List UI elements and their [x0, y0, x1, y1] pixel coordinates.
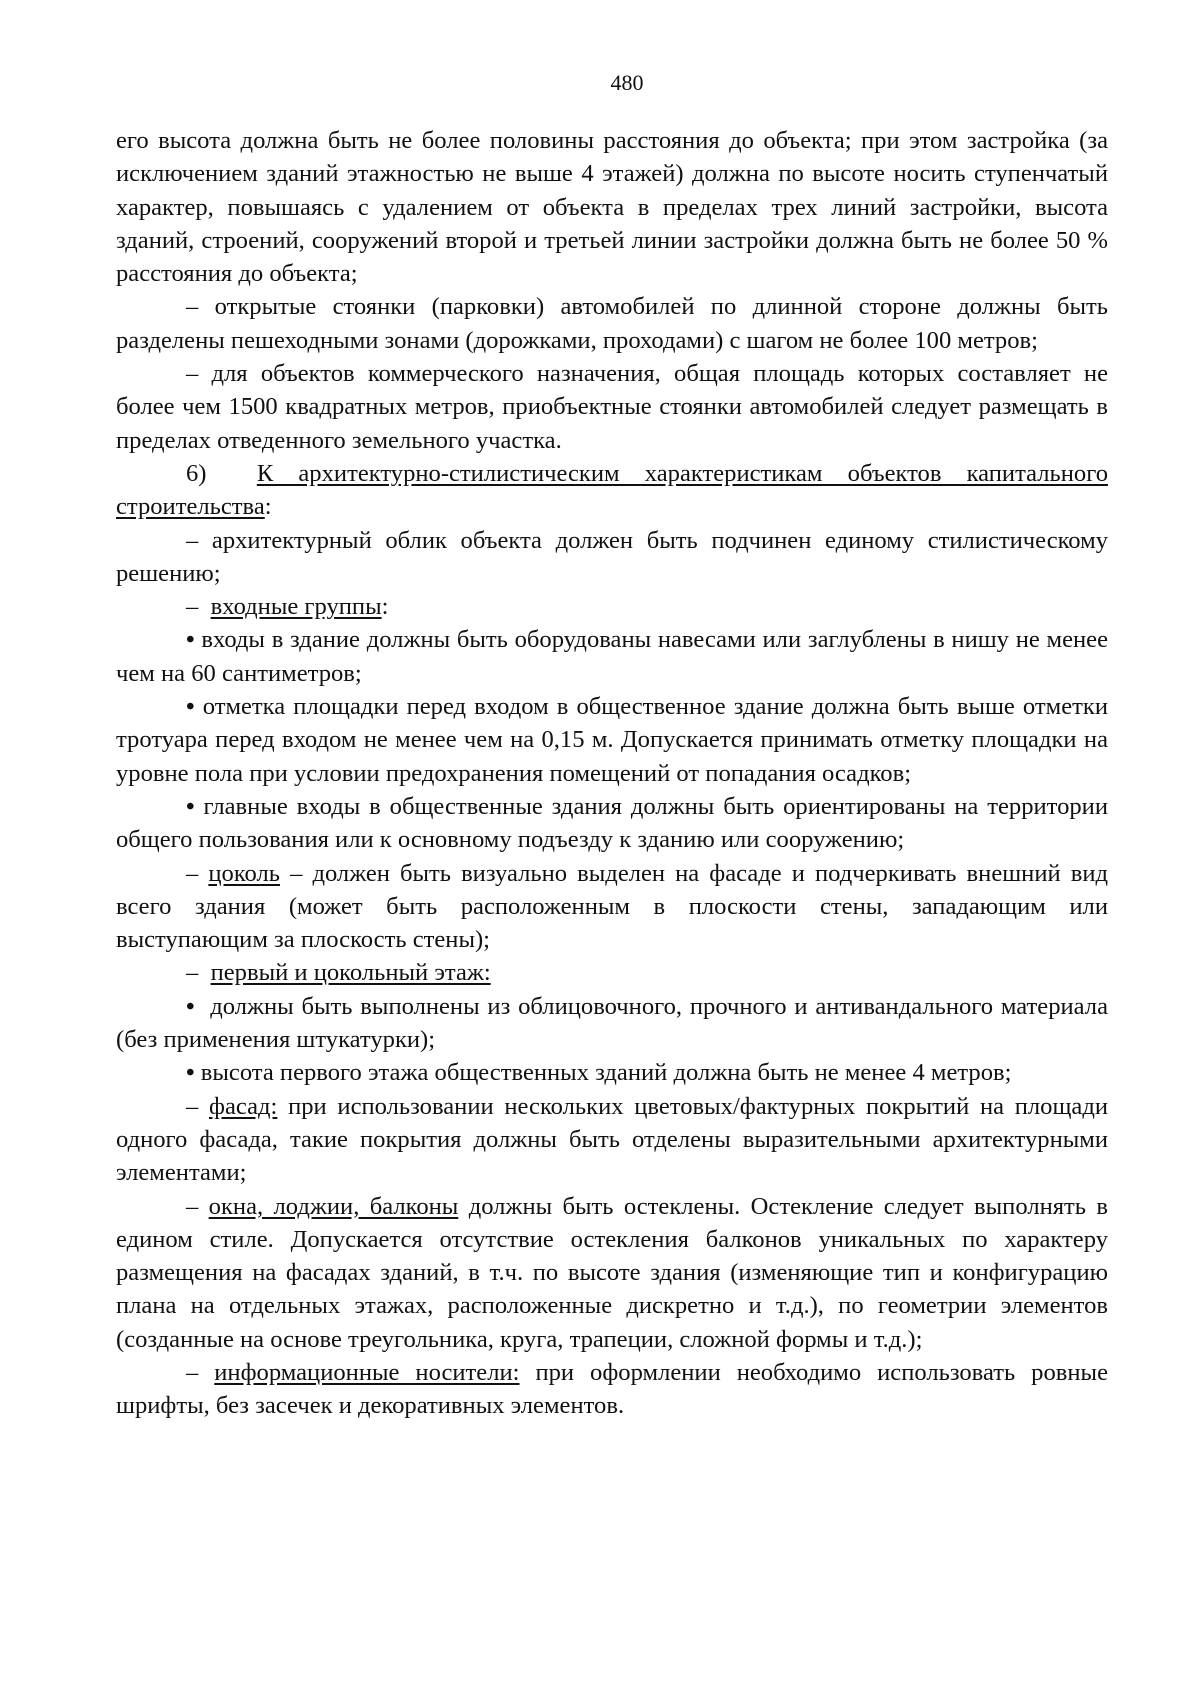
page-number: 480 — [610, 70, 644, 95]
bullet-icon: • — [186, 626, 195, 654]
paragraph-architectural-appearance: – архитектурный облик объекта должен быть подчинен единому стилистическому решению; — [116, 526, 1108, 587]
paragraph-facade: – фасад: при использовании нескольких цветовых/фактурных покрытий на площади одного фасада, такие покрытия должны быть отделены выразительными архитектурными элементами; — [116, 1092, 1109, 1187]
bullet-item-canopies: • входы в здание должны быть оборудованы навесами или заглублены в нишу не менее чем на 60 сантиметров; — [116, 626, 1108, 687]
bullet-item-main-entrances: • главные входы в общественные здания должны быть ориентированы на территории общего пользования или к основному подъезду к зданию или сооружению; — [116, 792, 1108, 854]
document-body — [116, 124, 1108, 1423]
paragraph-first-floor: – первый и цокольный этаж: — [186, 959, 491, 987]
term-first-floor: первый и цокольный этаж: — [210, 959, 491, 987]
paragraph-height-limit: его высота должна быть не более половины расстояния до объекта; при этом застройка (за исключением зданий этажностью не выше 4 этажей) должна по высоте носить ступенчатый характер, повышаясь с удалением от объекта в пределах трех линий застройки, высота зданий, строений, сооружений второй и третьей линии застройки должна быть не более 50 % расстояния до объекта; — [116, 127, 1108, 288]
bullet-item-entrance-level: • отметка площадки перед входом в общественное здание должна быть выше отметки тротуара перед входом не менее чем на 0,15 м. Допускается принимать отметку площадки на уровне пола при условии предохранения помещений от попадания осадков; — [116, 693, 1108, 787]
bullet-item-facing-material: • должны быть выполнены из облицовочного, прочного и антивандального материала (без применения штукатурки); — [116, 992, 1108, 1054]
term-information-carriers: информационные носители: — [214, 1358, 520, 1386]
bullet-icon: • — [186, 792, 195, 820]
bullet-item-floor-height: • высота первого этажа общественных зданий должна быть не менее 4 метров; — [186, 1059, 1012, 1087]
term-windows: окна, лоджии, балконы — [208, 1192, 459, 1220]
bullet-icon: • — [186, 693, 195, 721]
paragraph-plinth: – цоколь – должен быть визуально выделен на фасаде и подчеркивать внешний вид всего здания (может быть расположенным в плоскости стены, западающим или выступающим за плоскость стены); — [116, 859, 1109, 954]
bullet-icon: • — [186, 1059, 195, 1087]
paragraph-parking-zones: – открытые стоянки (парковки) автомобилей по длинной стороне должны быть разделены пешеходными зонами (дорожками, проходами) с шагом не более 100 метров; — [116, 293, 1108, 354]
bullet-icon: • — [186, 992, 195, 1020]
term-entrance-groups: входные группы — [210, 593, 382, 621]
paragraph-section-6-heading: 6) К архитектурно-стилистическим характеристикам объектов капитального строительства: — [116, 459, 1108, 521]
section-heading-underlined: К архитектурно-стилистическим характеристикам объектов капитального строительства — [116, 459, 1108, 521]
paragraph-commercial-parking: – для объектов коммерческого назначения, общая площадь которых составляет не более чем 1500 квадратных метров, приобъектные стоянки автомобилей следует размещать в пределах отведенного земельного участка. — [116, 360, 1108, 454]
paragraph-entrance-groups: – входные группы: — [186, 593, 389, 621]
term-plinth: цоколь — [208, 859, 280, 887]
paragraph-windows: – окна, лоджии, балконы должны быть остеклены. Остекление следует выполнять в едином стиле. Допускается отсутствие остекления балконов уникальных по характеру размещения на фасадах зданий, в т.ч. по высоте здания (изменяющие тип и конфигурацию плана на отдельных этажах, расположенные дискретно и т.д.), по геометрии элементов (созданные на основе треугольника, круга, трапеции, сложной формы и т.д.); — [116, 1192, 1108, 1353]
paragraph-information-carriers: – информационные носители: при оформлении необходимо использовать ровные шрифты, без засечек и декоративных элементов. — [116, 1358, 1108, 1420]
term-facade: фасад: — [209, 1092, 278, 1120]
